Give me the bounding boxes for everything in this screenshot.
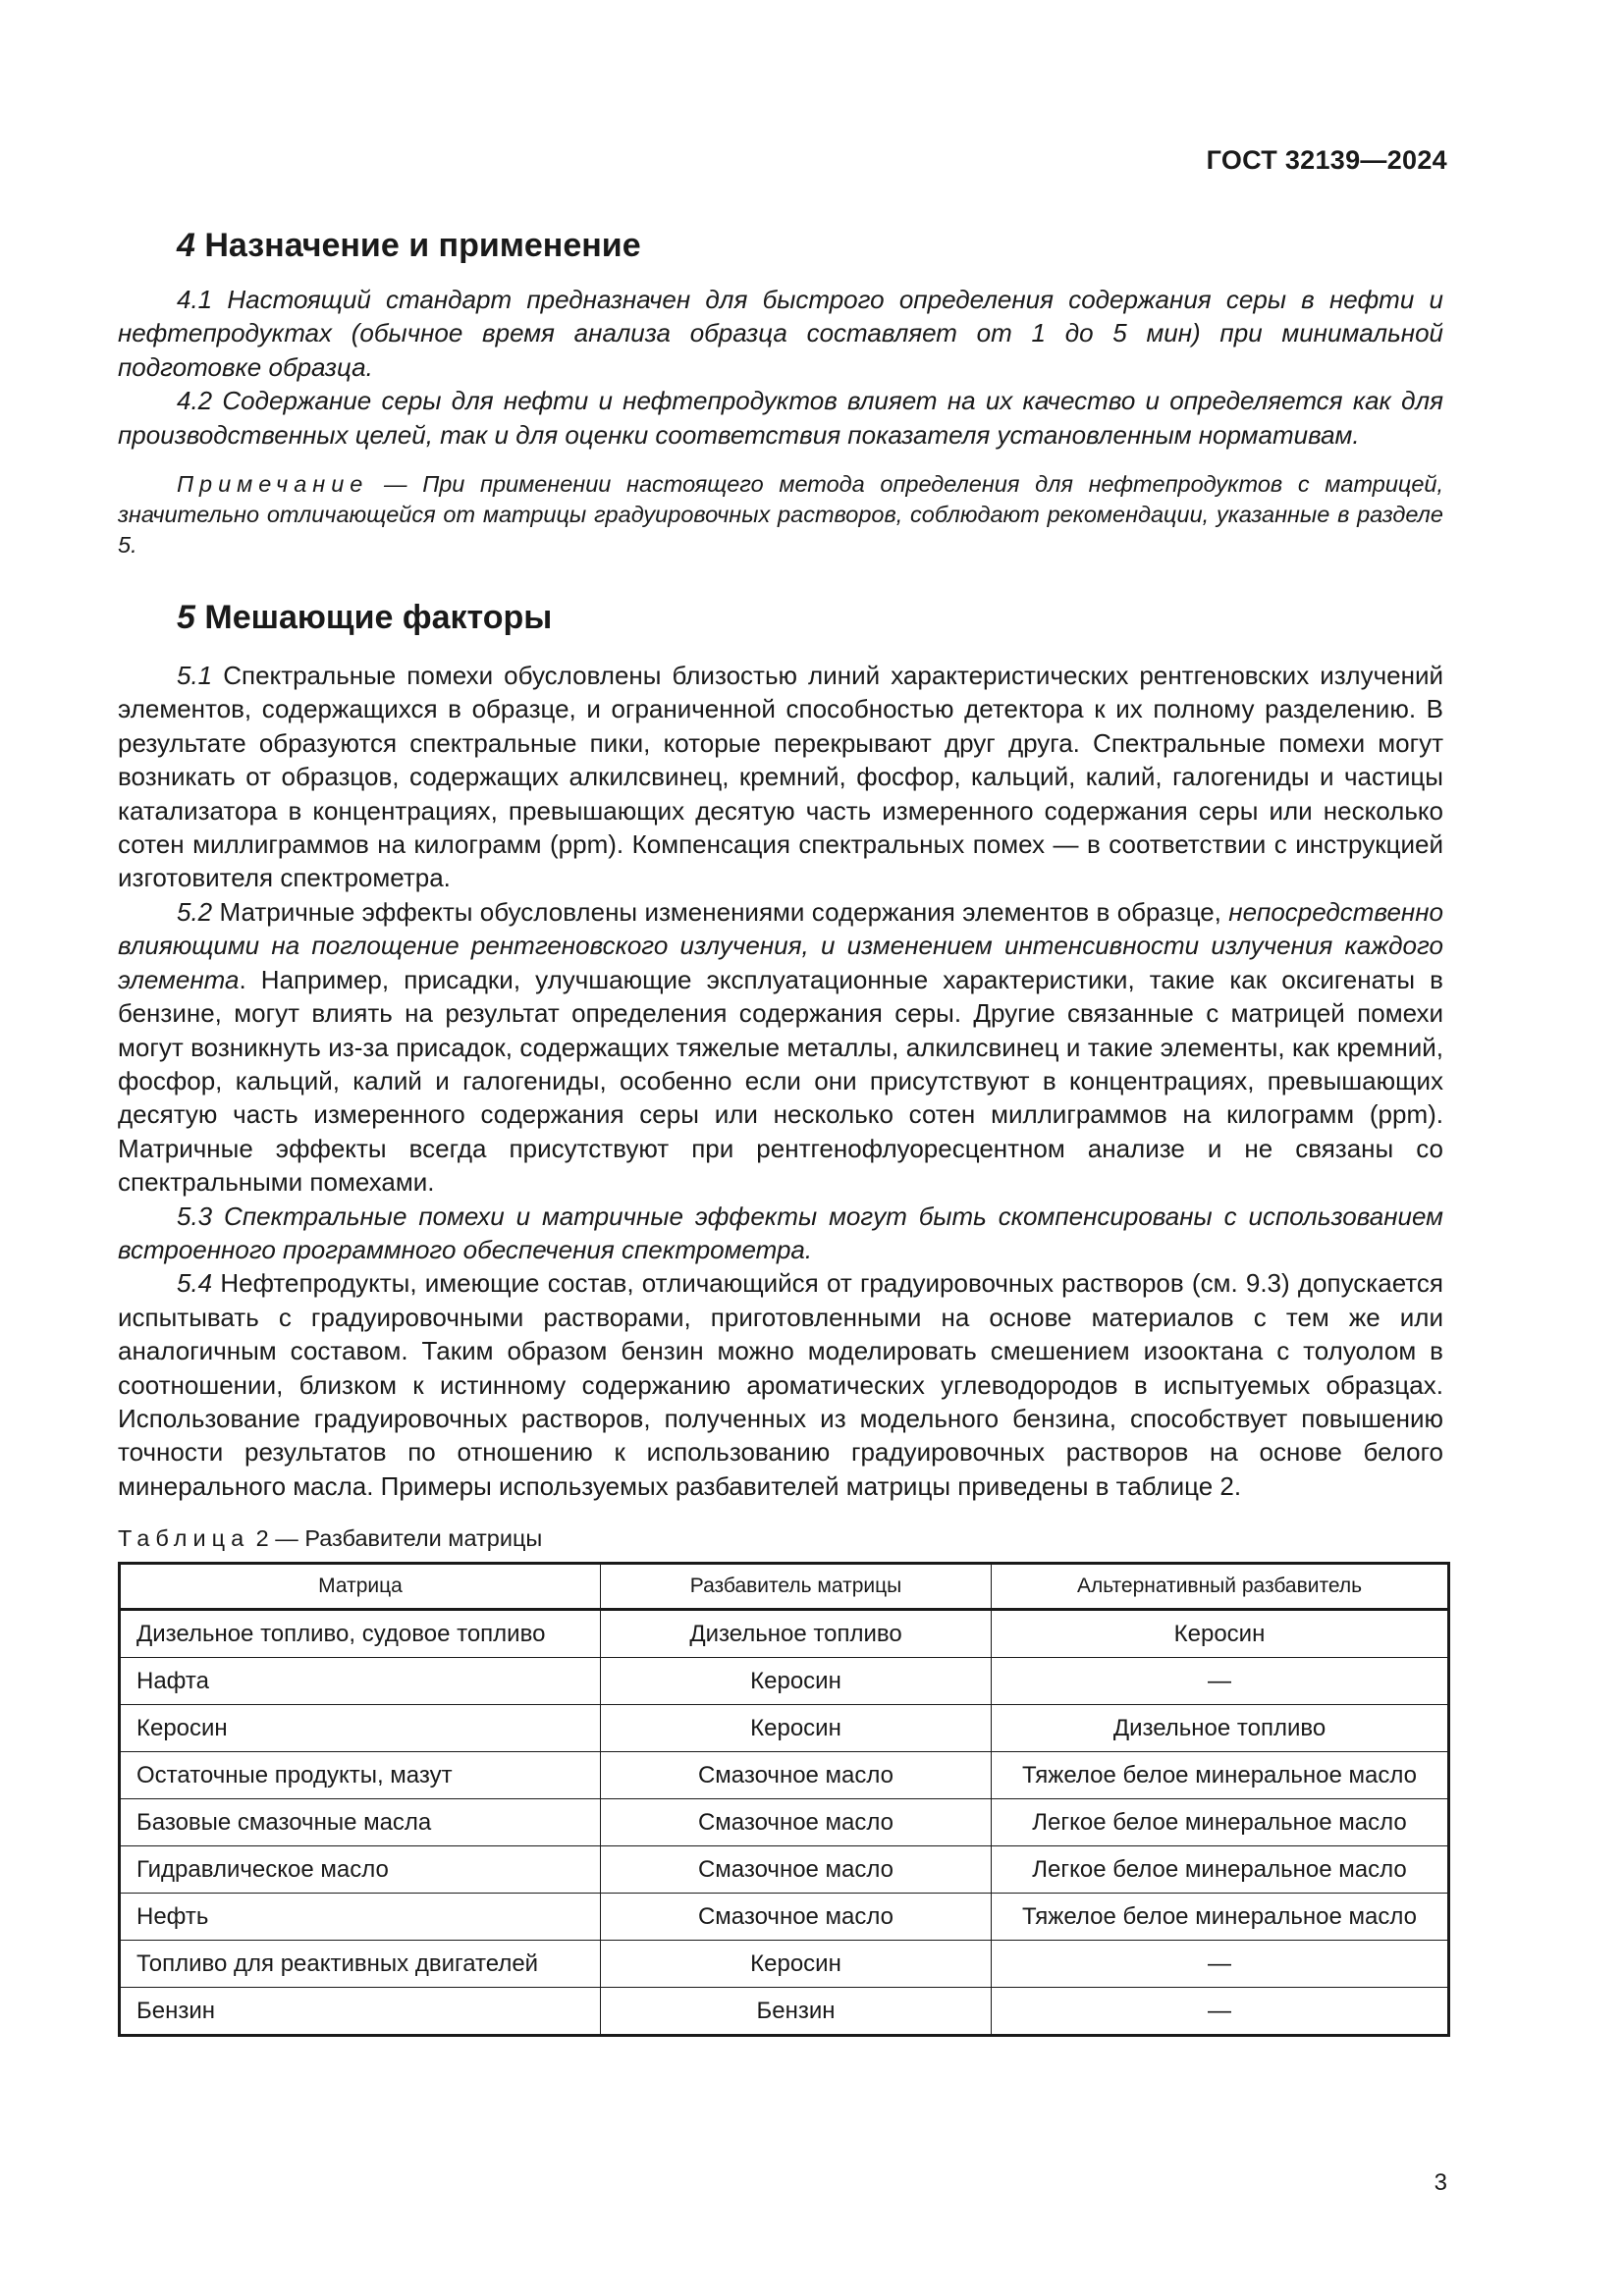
table-cell: Бензин (601, 1988, 992, 2036)
table-cell: Смазочное масло (601, 1846, 992, 1894)
table-cell: Остаточные продукты, мазут (120, 1752, 601, 1799)
table-row (120, 1752, 1449, 1799)
paragraph-5-2-text-b: . Например, присадки, улучшающие эксплуатационные характеристики, такие как оксигенаты в бензине, могут влиять на результат определения содержания серы. Другие связанные с матрицей помехи могут возникнуть из-за присадок, содержащих тяжелые металлы, алкилсвинец и такие элементы, как кремний, фосфор, кальций, калий и галогениды, особенно если они присутствуют в концентрациях, превышающих десятую часть измеренного содержания серы или несколько сотен миллиграммов на килограмм (ppm). Матричные эффекты всегда присутствуют при рентгенофлуоресцентном анализе и не связаны со спектральными помехами. (118, 964, 1443, 1198)
table-header-row (120, 1564, 1449, 1610)
table-cell: Керосин (601, 1941, 992, 1988)
table-cell: Смазочное масло (601, 1799, 992, 1846)
table-cell: — (992, 1941, 1449, 1988)
paragraph-5-1-number: 5.1 (177, 661, 213, 691)
paragraph-5-4 (118, 1266, 1443, 1503)
table-cell: Легкое белое минеральное масло (992, 1846, 1449, 1894)
table-cell: Тяжелое белое минеральное масло (992, 1752, 1449, 1799)
table-header-cell: Альтернативный разбавитель (992, 1564, 1449, 1610)
table-caption-label: Таблица (118, 1525, 250, 1552)
table-caption-text: 2 — Разбавители матрицы (249, 1525, 543, 1552)
diluent-table (118, 1562, 1450, 2037)
section-4-number: 4 (177, 227, 195, 264)
table-cell: Керосин (601, 1705, 992, 1752)
paragraph-4-2: 4.2 Содержание серы для нефти и нефтепродуктов влияет на их качество и определяется как для производственных целей, так и для оценки соответствия показателя установленным нормативам. (118, 386, 1443, 450)
paragraph-5-2-text-a: Матричные эффекты обусловлены изменениями содержания элементов в образце, (212, 896, 1229, 927)
paragraph-5-4-number: 5.4 (177, 1268, 213, 1299)
table-cell: Бензин (120, 1988, 601, 2036)
table-cell: Дизельное топливо, судовое топливо (120, 1610, 601, 1658)
page-number: 3 (1434, 2169, 1447, 2196)
table-cell: Смазочное масло (601, 1752, 992, 1799)
table-cell: — (992, 1658, 1449, 1705)
document-id: ГОСТ 32139—2024 (1206, 145, 1447, 175)
table-caption (118, 1522, 1443, 1554)
table-cell: Тяжелое белое минеральное масло (992, 1894, 1449, 1941)
table-row (120, 1894, 1449, 1941)
table-cell: Дизельное топливо (992, 1705, 1449, 1752)
section-4-title: Назначение и применение (204, 227, 641, 264)
paragraph-5-2-number: 5.2 (177, 896, 213, 927)
paragraph-5-4-text: Нефтепродукты, имеющие состав, отличающийся от градуировочных растворов (см. 9.3) допускается испытывать с градуировочными растворами, приготовленными на основе материалов с тем же или аналогичным составом. Таким образом бензин можно моделировать смешением изооктана с толуолом в соотношении, близком к истинному содержанию ароматических углеводородов в испытуемых образцах. Использование градуировочных растворов, полученных из модельного бензина, способствует повышению точности результатов по отношению к использованию градуировочных растворов на основе белого минерального масла. Примеры используемых разбавителей матрицы приведены в таблице 2. (118, 1268, 1443, 1501)
table-header-cell: Разбавитель матрицы (601, 1564, 992, 1610)
section-5-heading (177, 590, 1443, 645)
table-row (120, 1610, 1449, 1658)
paragraph-5-1-text: Спектральные помехи обусловлены близостью линий характеристических рентгеновских излучений элементов, содержащихся в образце, и ограниченной способностью детектора к их полному разделению. В результате образуются спектральные пики, которые перекрывают друг друга. Спектральные помехи могут возникать от образцов, содержащих алкилсвинец, кремний, фосфор, кальций, калий, галогениды и частицы катализатора в концентрациях, превышающих десятую часть измеренного содержания серы или несколько сотен миллиграммов на килограмм (ppm). Компенсация спектральных помех — в соответствии с инструкцией изготовителя спектрометра. (118, 661, 1443, 893)
note-text: — При применении настоящего метода определения для нефтепродуктов с матрицей, значительно отличающейся от матрицы градуировочных растворов, соблюдают рекомендации, указанные в разделе 5. (118, 471, 1443, 559)
table-row (120, 1988, 1449, 2036)
table-cell: Керосин (601, 1658, 992, 1705)
note-label: Примечание (177, 471, 369, 498)
paragraph-5-1 (118, 659, 1443, 895)
section-5 (118, 590, 1443, 1503)
table-row (120, 1705, 1449, 1752)
table-cell: — (992, 1988, 1449, 2036)
table-cell: Керосин (992, 1610, 1449, 1658)
table-cell: Дизельное топливо (601, 1610, 992, 1658)
paragraph-5-2 (118, 895, 1443, 1200)
note (118, 469, 1443, 561)
table-cell: Гидравлическое масло (120, 1846, 601, 1894)
section-5-title: Мешающие факторы (204, 599, 553, 637)
page-content (118, 218, 1443, 2037)
section-4-heading (177, 218, 1443, 273)
table-header-cell: Матрица (120, 1564, 601, 1610)
paragraph-4-1: 4.1 Настоящий стандарт предназначен для быстрого определения содержания серы в нефти и нефтепродуктах (обычное время анализа образца составляет от 1 до 5 мин) при минимальной подготовке образца. (118, 285, 1443, 382)
table-row (120, 1941, 1449, 1988)
table-cell: Базовые смазочные масла (120, 1799, 601, 1846)
table-cell: Нафта (120, 1658, 601, 1705)
table-cell: Керосин (120, 1705, 601, 1752)
table-row (120, 1799, 1449, 1846)
table-cell: Топливо для реактивных двигателей (120, 1941, 601, 1988)
table-row (120, 1658, 1449, 1705)
table-cell: Легкое белое минеральное масло (992, 1799, 1449, 1846)
paragraph-5-3: 5.3 Спектральные помехи и матричные эффекты могут быть скомпенсированы с использованием встроенного программного обеспечения спектрометра. (118, 1201, 1443, 1264)
paragraph-5-2-italic: непосредственно влияющими на поглощение рентгеновского излучения, и изменением интенсивности излучения каждого элемента (118, 896, 1443, 994)
table-row (120, 1846, 1449, 1894)
table-cell: Нефть (120, 1894, 601, 1941)
section-5-number: 5 (177, 599, 195, 637)
table-cell: Смазочное масло (601, 1894, 992, 1941)
